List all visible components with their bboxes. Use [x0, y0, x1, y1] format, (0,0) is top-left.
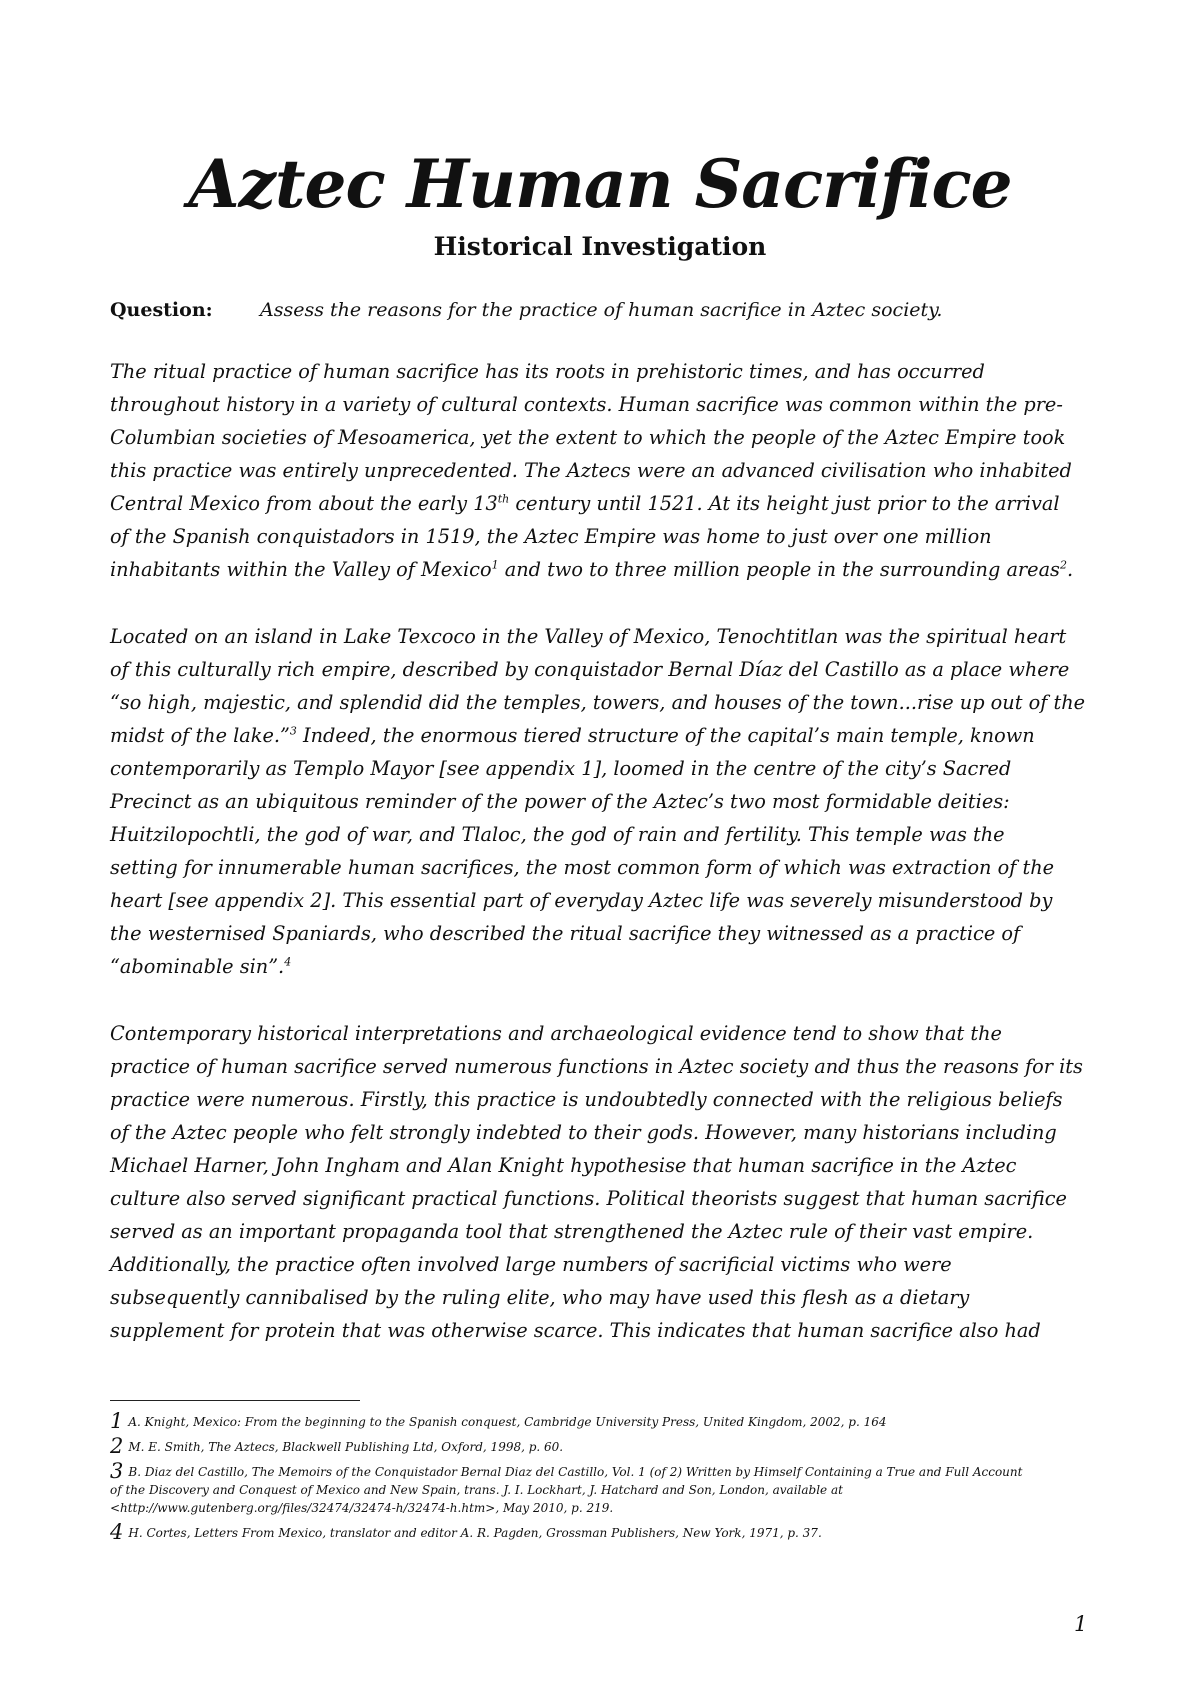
- footnote-text: A. Knight, Mexico: From the beginning to the Spanish conquest, Cambridge University Press, United Kingdom, 2002, p. 164: [128, 1415, 887, 1429]
- paragraph-line: [110, 917, 1100, 950]
- line-text: inhabitants within the Valley of Mexico: [110, 558, 492, 581]
- footnote-divider: [110, 1400, 360, 1401]
- line-text: supplement for protein that was otherwise scarce. This indicates that human sacrifice also had: [110, 1319, 1041, 1342]
- line-text: Indeed, the enormous tiered structure of the capital’s main temple, known: [296, 724, 1035, 747]
- paragraph-line: [110, 851, 1100, 884]
- footnote-text: H. Cortes, Letters From Mexico, translator and editor A. R. Pagden, Grossman Publishers, New York, 1971, p. 37.: [128, 1526, 822, 1540]
- line-text: heart [see appendix 2]. This essential part of everyday Aztec life was severely misunderstood by: [110, 889, 1053, 912]
- footnote-number: 4: [110, 1520, 124, 1544]
- line-text: Columbian societies of Mesoamerica, yet the extent to which the people of the Aztec Empire took: [110, 426, 1066, 449]
- line-text: “abominable sin”.: [110, 955, 285, 978]
- footnote-line: [110, 1520, 1100, 1544]
- paragraph-line: [110, 388, 1100, 421]
- line-text: Additionally, the practice often involved large numbers of sacrificial victims who were: [110, 1253, 952, 1276]
- paragraph-line: [110, 620, 1100, 653]
- paragraph-line: [110, 950, 1100, 983]
- footnotes: [110, 1409, 1100, 1548]
- paragraph-line: [110, 421, 1100, 454]
- line-text: century until 1521. At its height just prior to the arrival: [509, 492, 1060, 515]
- footnote-number: 2: [110, 1434, 124, 1458]
- line-text: of this culturally rich empire, described by conquistador Bernal Díaz del Castillo as a place where: [110, 658, 1070, 681]
- paragraph-line: [110, 1281, 1100, 1314]
- footnote-line: [110, 1481, 1100, 1499]
- line-text: Huitzilopochtli, the god of war, and Tlaloc, the god of rain and fertility. This temple was the: [110, 823, 1005, 846]
- footnote-text: of the Discovery and Conquest of Mexico and New Spain, trans. J. I. Lockhart, J. Hatchard and Son, London, available at: [110, 1483, 843, 1497]
- line-text: subsequently cannibalised by the ruling elite, who may have used this flesh as a dietary: [110, 1286, 970, 1309]
- line-text: and two to three million people in the surrounding areas: [498, 558, 1060, 581]
- line-text: throughout history in a variety of cultural contexts. Human sacrifice was common within the pre-: [110, 393, 1063, 416]
- paragraph-line: [110, 1182, 1100, 1215]
- footnote-line: [110, 1409, 1100, 1433]
- line-text: of the Spanish conquistadors in 1519, the Aztec Empire was home to just over one million: [110, 525, 992, 548]
- footnote: [110, 1459, 1100, 1517]
- line-text: midst of the lake.”: [110, 724, 290, 747]
- paragraph-line: [110, 1215, 1100, 1248]
- superscript: 4: [284, 955, 292, 969]
- line-text: culture also served significant practical functions. Political theorists suggest that human sacrifice: [110, 1187, 1067, 1210]
- question-label: Question:: [110, 299, 213, 321]
- paragraph-line: [110, 487, 1100, 520]
- line-text: .: [1066, 558, 1074, 581]
- footnote-text: <http://www.gutenberg.org/files/32474/32474-h/32474-h.htm>, May 2010, p. 219.: [110, 1501, 614, 1515]
- footnote-number: 1: [110, 1409, 124, 1433]
- footnote: [110, 1409, 1100, 1433]
- footnote-text: B. Diaz del Castillo, The Memoirs of the Conquistador Bernal Diaz del Castillo, Vol. 1 (of 2) Written by Himself Containing a True and Full Account: [128, 1465, 1023, 1479]
- paragraph-line: [110, 1314, 1100, 1347]
- paragraph-3: [110, 1017, 1100, 1347]
- document-subtitle: Historical Investigation: [433, 232, 767, 261]
- superscript: 2: [1059, 558, 1067, 572]
- footnote-number: 3: [110, 1459, 124, 1483]
- paragraph-line: [110, 1050, 1100, 1083]
- paragraph-line: [110, 1248, 1100, 1281]
- line-text: Precinct as an ubiquitous reminder of the power of the Aztec’s two most formidable deities:: [110, 790, 1010, 813]
- footnote-line: [110, 1499, 1100, 1517]
- paragraph-line: [110, 818, 1100, 851]
- superscript: 3: [289, 724, 297, 738]
- page-number: 1: [1074, 1612, 1088, 1636]
- line-text: Contemporary historical interpretations and archaeological evidence tend to show that the: [110, 1022, 1002, 1045]
- superscript: th: [497, 492, 510, 506]
- footnote-text: M. E. Smith, The Aztecs, Blackwell Publishing Ltd, Oxford, 1998, p. 60.: [128, 1440, 564, 1454]
- line-text: contemporarily as Templo Mayor [see appendix 1], loomed in the centre of the city’s Sacred: [110, 757, 1012, 780]
- paragraph-line: [110, 884, 1100, 917]
- line-text: Located on an island in Lake Texcoco in the Valley of Mexico, Tenochtitlan was the spiritual heart: [110, 625, 1067, 648]
- footnote: [110, 1434, 1100, 1458]
- footnote-line: [110, 1459, 1100, 1483]
- line-text: The ritual practice of human sacrifice has its roots in prehistoric times, and has occurred: [110, 360, 985, 383]
- paragraph-line: [110, 1017, 1100, 1050]
- line-text: practice of human sacrifice served numerous functions in Aztec society and thus the reasons for its: [110, 1055, 1083, 1078]
- paragraph-line: [110, 719, 1100, 752]
- line-text: of the Aztec people who felt strongly indebted to their gods. However, many historians including: [110, 1121, 1057, 1144]
- line-text: practice were numerous. Firstly, this practice is undoubtedly connected with the religious beliefs: [110, 1088, 1063, 1111]
- paragraph-2: [110, 620, 1100, 983]
- paragraph-line: [110, 653, 1100, 686]
- paragraph-line: [110, 686, 1100, 719]
- line-text: Michael Harner, John Ingham and Alan Knight hypothesise that human sacrifice in the Aztec: [110, 1154, 1017, 1177]
- paragraph-1: [110, 355, 1100, 586]
- line-text: setting for innumerable human sacrifices, the most common form of which was extraction of the: [110, 856, 1055, 879]
- document-title: Aztec Human Sacrifice: [188, 145, 1012, 223]
- paragraph-line: [110, 752, 1100, 785]
- paragraph-line: [110, 1083, 1100, 1116]
- paragraph-line: [110, 785, 1100, 818]
- footnote: [110, 1520, 1100, 1544]
- paragraph-line: [110, 553, 1100, 586]
- line-text: Central Mexico from about the early 13: [110, 492, 498, 515]
- line-text: served as an important propaganda tool that strengthened the Aztec rule of their vast empire.: [110, 1220, 1034, 1243]
- question-row: [110, 298, 1100, 323]
- paragraph-line: [110, 1149, 1100, 1182]
- line-text: this practice was entirely unprecedented. The Aztecs were an advanced civilisation who inhabited: [110, 459, 1072, 482]
- paragraph-line: [110, 520, 1100, 553]
- line-text: the westernised Spaniards, who described the ritual sacrifice they witnessed as a practice of: [110, 922, 1021, 945]
- superscript: 1: [491, 558, 499, 572]
- paragraph-line: [110, 1116, 1100, 1149]
- line-text: “so high, majestic, and splendid did the temples, towers, and houses of the town...rise up out of the: [110, 691, 1086, 714]
- paragraph-line: [110, 355, 1100, 388]
- footnote-line: [110, 1434, 1100, 1458]
- paragraph-line: [110, 454, 1100, 487]
- question-text: Assess the reasons for the practice of human sacrifice in Aztec society.: [260, 299, 943, 321]
